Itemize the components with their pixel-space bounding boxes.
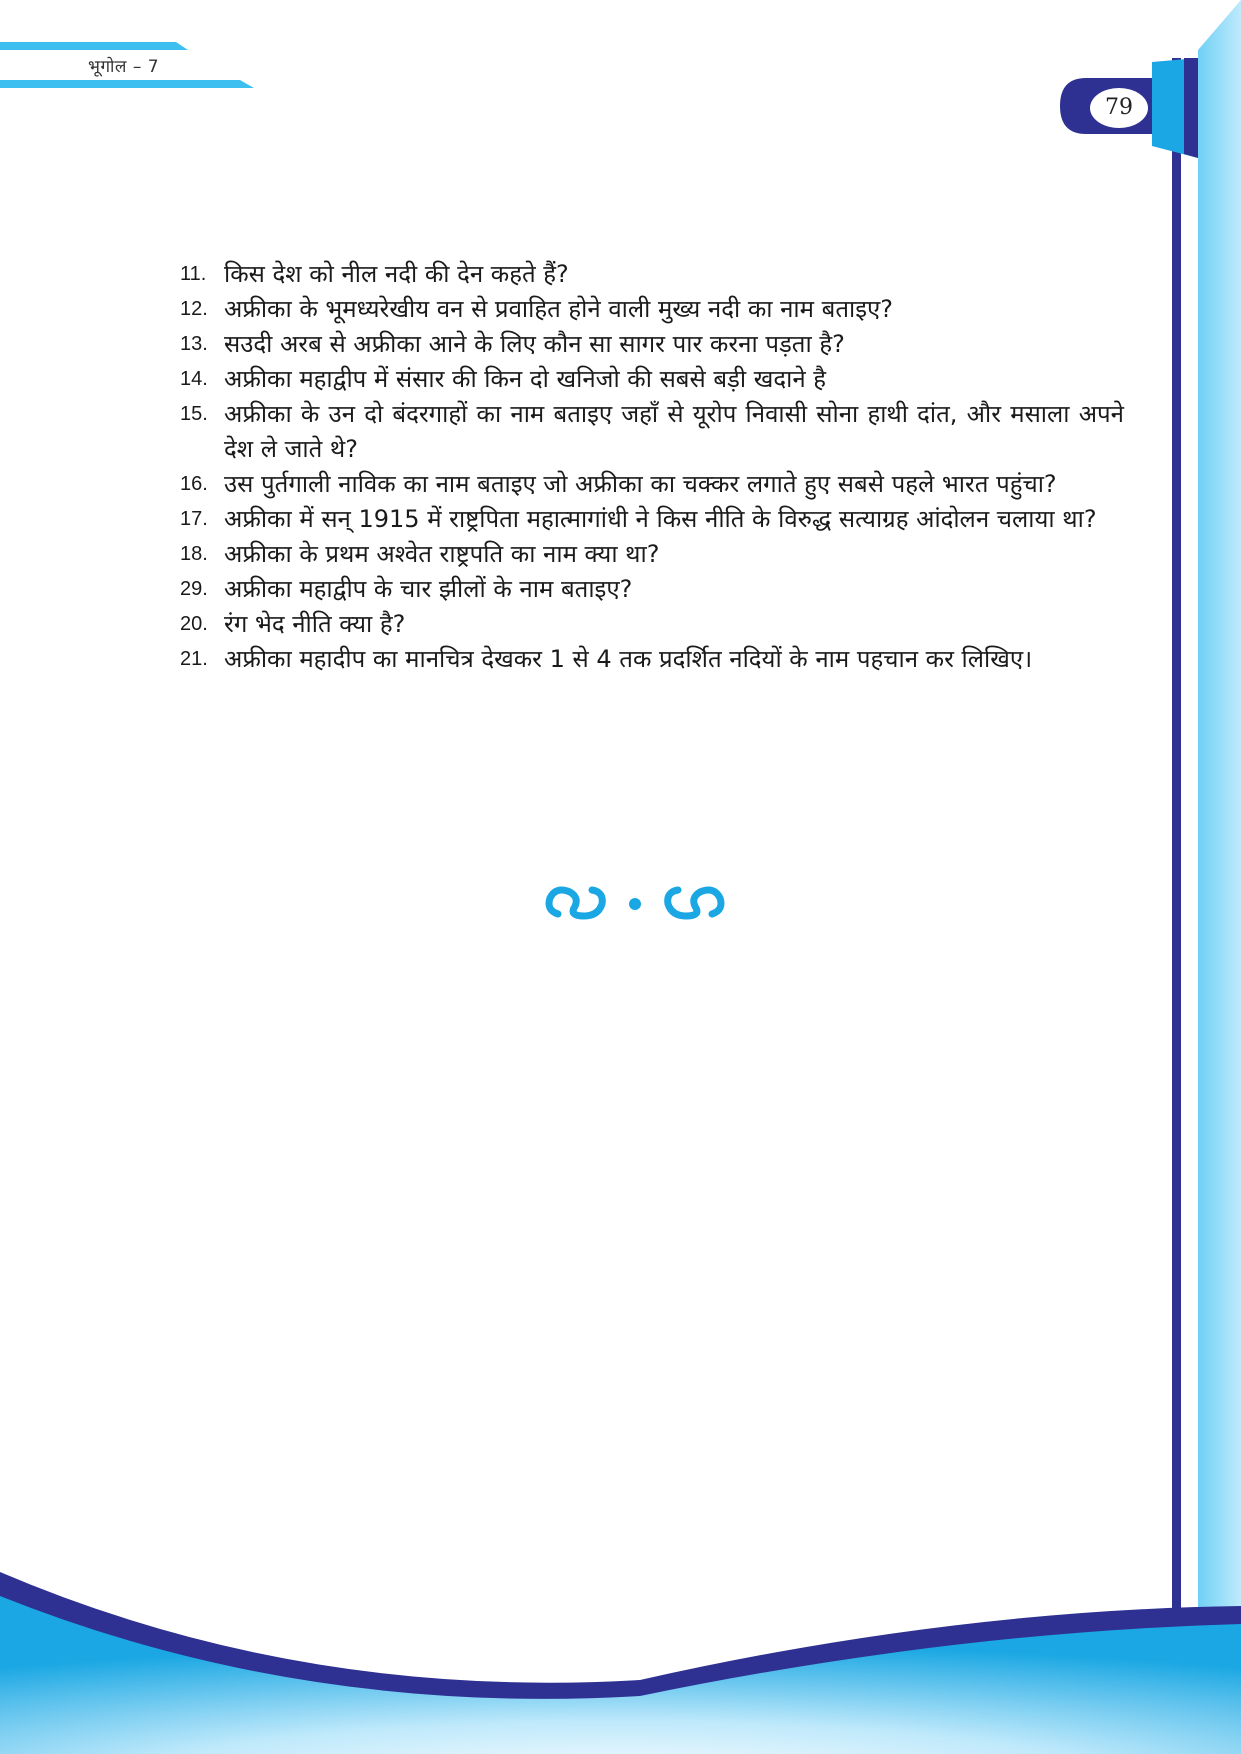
question-number: 17. <box>180 508 208 530</box>
question-text: किस देश को नील नदी की देन कहते हैं? <box>224 260 569 288</box>
decorative-scroll-ornament-icon <box>540 880 730 924</box>
right-side-line <box>1172 58 1181 1618</box>
subject-label: भूगोल – 7 <box>88 57 160 77</box>
right-side-band <box>1198 0 1241 1754</box>
page-number: 79 <box>1105 95 1133 120</box>
question-number: 16. <box>180 473 208 495</box>
question-text: अफ्रीका महादीप का मानचित्र देखकर 1 से 4 तक प्रदर्शित नदियों के नाम पहचान कर लिखिए। <box>224 645 1033 673</box>
question-number: 13. <box>180 333 208 355</box>
question-item <box>180 572 1124 607</box>
page-tab-flap-shade <box>1184 58 1198 158</box>
question-number: 18. <box>180 543 208 565</box>
question-number: 12. <box>180 298 208 320</box>
question-number: 14. <box>180 368 208 390</box>
question-item <box>180 327 1124 362</box>
question-item <box>180 607 1124 642</box>
question-text: अफ्रीका में सन् 1915 में राष्ट्रपिता महात्मागांधी ने किस नीति के विरुद्ध सत्याग्रह आंदोलन चलाया था? <box>224 505 1097 533</box>
question-text: रंग भेद नीति क्या है? <box>224 610 406 638</box>
question-item <box>180 257 1124 292</box>
question-item <box>180 292 1124 327</box>
question-item <box>180 642 1124 677</box>
question-item <box>180 397 1124 467</box>
header-strip-bottom <box>0 80 254 88</box>
question-text: उस पुर्तगाली नाविक का नाम बताइए जो अफ्रीका का चक्कर लगाते हुए सबसे पहले भारत पहुंचा? <box>224 470 1057 498</box>
question-number: 29. <box>180 578 208 600</box>
question-text: सउदी अरब से अफ्रीका आने के लिए कौन सा सागर पार करना पड़ता है? <box>224 330 845 358</box>
question-text: अफ्रीका महाद्वीप में संसार की किन दो खनिजो की सबसे बड़ी खदाने है <box>224 365 827 393</box>
question-item <box>180 537 1124 572</box>
question-text: अफ्रीका के भूमध्यरेखीय वन से प्रवाहित होने वाली मुख्य नदी का नाम बताइए? <box>224 295 894 323</box>
question-text: अफ्रीका के प्रथम अश्वेत राष्ट्रपति का नाम क्या था? <box>224 540 660 568</box>
header-strip-top <box>0 42 188 50</box>
question-number: 11. <box>180 263 207 285</box>
question-number: 21. <box>180 648 208 670</box>
question-list <box>180 257 1124 677</box>
question-text: अफ्रीका महाद्वीप के चार झीलों के नाम बताइए? <box>224 575 633 603</box>
question-item <box>180 502 1124 537</box>
question-item <box>180 467 1124 502</box>
question-number: 20. <box>180 613 208 635</box>
question-number: 15. <box>180 403 208 425</box>
question-text: अफ्रीका के उन दो बंदरगाहों का नाम बताइए जहाँ से यूरोप निवासी सोना हाथी दांत, और मसाला अपने देश ले जाते थे? <box>224 400 1124 463</box>
question-item <box>180 362 1124 397</box>
